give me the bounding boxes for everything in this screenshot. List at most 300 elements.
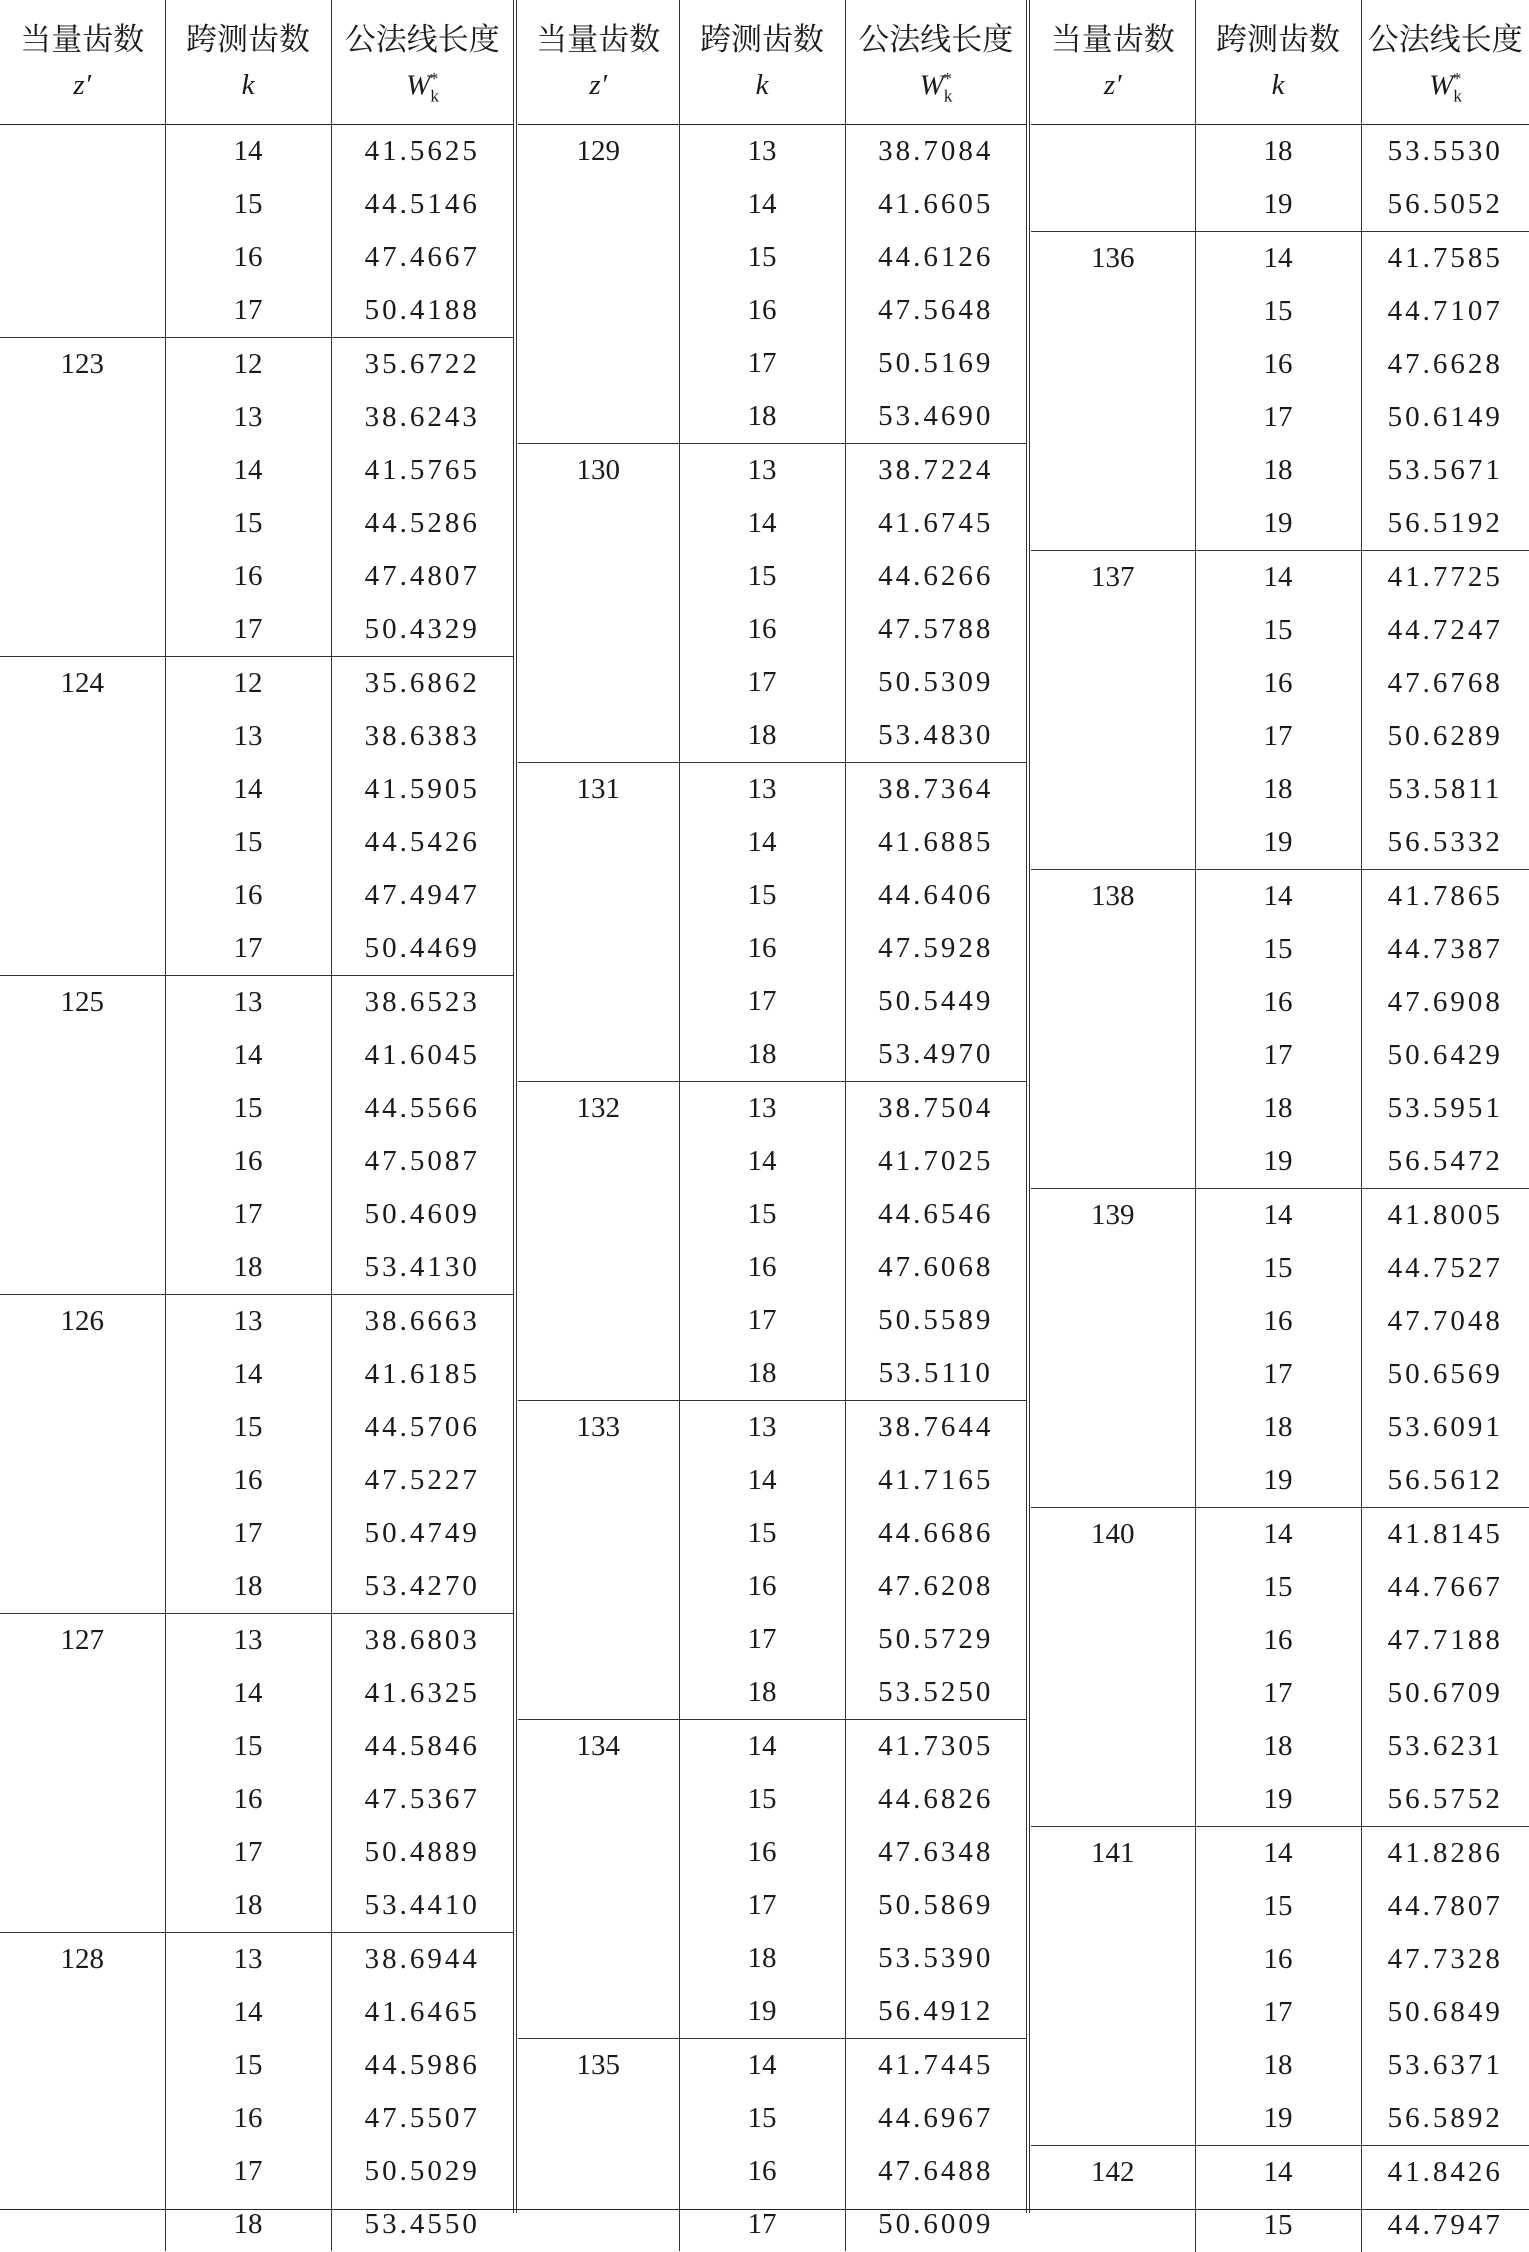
tangent-length-cell: 44.5566 xyxy=(331,1082,513,1135)
tangent-length-cell: 53.5951 xyxy=(1361,1082,1529,1135)
span-teeth-cell: 13 xyxy=(679,125,845,179)
span-teeth-cell: 19 xyxy=(1195,178,1361,232)
tangent-length-cell: 47.4807 xyxy=(331,550,513,603)
equivalent-teeth-cell: 127 xyxy=(0,1614,165,1933)
tangent-length-cell: 44.6826 xyxy=(845,1773,1026,1826)
tangent-length-cell: 53.5390 xyxy=(845,1932,1026,1985)
tangent-length-cell: 50.5589 xyxy=(845,1294,1026,1347)
tangent-length-cell: 56.4912 xyxy=(845,1985,1026,2039)
tangent-length-cell: 47.5227 xyxy=(331,1454,513,1507)
span-teeth-cell: 15 xyxy=(679,231,845,284)
tangent-length-cell: 41.7585 xyxy=(1361,232,1529,286)
symbol-w-subscript: k xyxy=(1453,86,1462,105)
equivalent-teeth-cell: 141 xyxy=(1031,1827,1195,2146)
tangent-length-cell: 56.5472 xyxy=(1361,1135,1529,1189)
tangent-length-cell: 44.7387 xyxy=(1361,923,1529,976)
tangent-length-cell: 50.4609 xyxy=(331,1188,513,1241)
tangent-length-cell: 47.6908 xyxy=(1361,976,1529,1029)
span-teeth-cell: 17 xyxy=(679,975,845,1028)
tangent-length-cell: 56.5052 xyxy=(1361,178,1529,232)
span-teeth-cell: 17 xyxy=(1195,391,1361,444)
tangent-length-cell: 44.5706 xyxy=(331,1401,513,1454)
tangent-length-cell: 44.6686 xyxy=(845,1507,1026,1560)
tangent-length-cell: 53.4830 xyxy=(845,709,1026,763)
span-teeth-cell: 16 xyxy=(679,922,845,975)
tangent-length-cell: 41.6885 xyxy=(845,816,1026,869)
span-teeth-cell: 19 xyxy=(679,1985,845,2039)
equivalent-teeth-cell: 126 xyxy=(0,1295,165,1614)
equivalent-teeth-cell: 142 xyxy=(1031,2146,1195,2252)
table-row xyxy=(518,125,1026,179)
span-teeth-cell: 15 xyxy=(679,1507,845,1560)
span-teeth-cell: 14 xyxy=(679,178,845,231)
span-teeth-cell: 14 xyxy=(679,497,845,550)
tangent-length-cell: 44.6967 xyxy=(845,2092,1026,2145)
span-teeth-cell: 17 xyxy=(679,337,845,390)
span-teeth-cell: 14 xyxy=(1195,232,1361,286)
tangent-length-cell: 38.6944 xyxy=(331,1933,513,1987)
tangent-length-cell: 41.6325 xyxy=(331,1667,513,1720)
span-teeth-cell: 14 xyxy=(1195,551,1361,605)
tangent-length-cell: 50.6009 xyxy=(845,2198,1026,2251)
table-row xyxy=(1031,1189,1529,1243)
tangent-length-cell: 50.4188 xyxy=(331,284,513,338)
tangent-length-cell: 53.5250 xyxy=(845,1666,1026,1720)
header-symbol-w xyxy=(331,63,513,125)
header-symbol-w xyxy=(1361,63,1529,125)
table-row xyxy=(518,1401,1026,1455)
tangent-length-cell: 44.5846 xyxy=(331,1720,513,1773)
tangent-length-cell: 44.5986 xyxy=(331,2039,513,2092)
header-equivalent-teeth: 当量齿数 xyxy=(518,0,679,63)
tangent-length-cell: 41.7025 xyxy=(845,1135,1026,1188)
table-row xyxy=(518,444,1026,498)
span-teeth-cell: 13 xyxy=(165,1933,331,1987)
tangent-length-cell: 44.7807 xyxy=(1361,1880,1529,1933)
span-teeth-cell: 14 xyxy=(165,1667,331,1720)
symbol-w-letter: W xyxy=(406,70,430,102)
span-teeth-cell: 17 xyxy=(679,2198,845,2251)
table-bottom-rule xyxy=(0,2209,1529,2210)
header-symbol-z: z′ xyxy=(1031,63,1195,125)
span-teeth-cell: 17 xyxy=(679,1613,845,1666)
span-teeth-cell: 14 xyxy=(1195,1189,1361,1243)
tangent-length-cell: 47.6068 xyxy=(845,1241,1026,1294)
tangent-length-cell: 47.6488 xyxy=(845,2145,1026,2198)
header-symbol-k: k xyxy=(1195,63,1361,125)
tangent-length-cell: 41.8005 xyxy=(1361,1189,1529,1243)
span-teeth-cell: 13 xyxy=(679,444,845,498)
span-teeth-cell: 12 xyxy=(165,657,331,711)
tangent-length-cell: 44.6266 xyxy=(845,550,1026,603)
span-teeth-cell: 15 xyxy=(679,2092,845,2145)
span-teeth-cell: 12 xyxy=(165,338,331,392)
span-teeth-cell: 16 xyxy=(165,231,331,284)
symbol-w-superscript: * xyxy=(943,69,952,88)
span-teeth-cell: 15 xyxy=(165,1720,331,1773)
tangent-length-cell: 50.5169 xyxy=(845,337,1026,390)
table-row xyxy=(0,338,513,392)
span-teeth-cell: 17 xyxy=(679,1879,845,1932)
span-teeth-cell: 19 xyxy=(1195,816,1361,870)
tangent-length-cell: 53.5811 xyxy=(1361,763,1529,816)
span-teeth-cell: 17 xyxy=(165,1507,331,1560)
symbol-w-superscript: * xyxy=(1453,69,1462,88)
span-teeth-cell: 13 xyxy=(165,976,331,1030)
tangent-length-cell: 41.6605 xyxy=(845,178,1026,231)
panel-divider xyxy=(513,0,517,2213)
span-teeth-cell: 16 xyxy=(1195,976,1361,1029)
span-teeth-cell: 19 xyxy=(1195,1135,1361,1189)
span-teeth-cell: 18 xyxy=(679,1932,845,1985)
tangent-length-cell: 50.6569 xyxy=(1361,1348,1529,1401)
gear-data-table xyxy=(0,0,513,2251)
header-symbol-k: k xyxy=(679,63,845,125)
span-teeth-cell: 15 xyxy=(165,497,331,550)
equivalent-teeth-cell xyxy=(0,125,165,338)
tangent-length-cell: 38.6803 xyxy=(331,1614,513,1668)
table-row xyxy=(1031,551,1529,605)
tangent-length-cell: 38.7644 xyxy=(845,1401,1026,1455)
tangent-length-cell: 47.7048 xyxy=(1361,1295,1529,1348)
span-teeth-cell: 15 xyxy=(679,550,845,603)
span-teeth-cell: 17 xyxy=(1195,1986,1361,2039)
tangent-length-cell: 44.6126 xyxy=(845,231,1026,284)
tangent-length-cell: 50.4469 xyxy=(331,922,513,976)
span-teeth-cell: 14 xyxy=(165,444,331,497)
equivalent-teeth-cell: 135 xyxy=(518,2039,679,2252)
span-teeth-cell: 16 xyxy=(1195,1614,1361,1667)
tangent-length-cell: 47.6208 xyxy=(845,1560,1026,1613)
table-panel-left xyxy=(0,0,513,2251)
equivalent-teeth-cell: 131 xyxy=(518,763,679,1082)
tangent-length-cell: 53.5110 xyxy=(845,1347,1026,1401)
tangent-length-cell: 47.6768 xyxy=(1361,657,1529,710)
tangent-length-cell: 50.6849 xyxy=(1361,1986,1529,2039)
tangent-length-cell: 56.5192 xyxy=(1361,497,1529,551)
header-span-teeth: 跨测齿数 xyxy=(1195,0,1361,63)
span-teeth-cell: 16 xyxy=(679,284,845,337)
span-teeth-cell: 16 xyxy=(1195,338,1361,391)
tangent-length-cell: 47.5648 xyxy=(845,284,1026,337)
equivalent-teeth-cell: 129 xyxy=(518,125,679,444)
equivalent-teeth-cell: 136 xyxy=(1031,232,1195,551)
tangent-length-cell: 47.4667 xyxy=(331,231,513,284)
tangent-length-cell: 53.6371 xyxy=(1361,2039,1529,2092)
span-teeth-cell: 16 xyxy=(679,1241,845,1294)
tangent-length-cell: 41.6745 xyxy=(845,497,1026,550)
span-teeth-cell: 15 xyxy=(1195,2199,1361,2252)
span-teeth-cell: 15 xyxy=(1195,923,1361,976)
tangent-length-cell: 47.7328 xyxy=(1361,1933,1529,1986)
span-teeth-cell: 18 xyxy=(165,1560,331,1614)
span-teeth-cell: 16 xyxy=(1195,1933,1361,1986)
tangent-length-cell: 50.4749 xyxy=(331,1507,513,1560)
header-base-tangent-length: 公法线长度 xyxy=(1361,0,1529,63)
span-teeth-cell: 18 xyxy=(679,1028,845,1082)
tangent-length-cell: 41.7445 xyxy=(845,2039,1026,2093)
tangent-length-cell: 47.5367 xyxy=(331,1773,513,1826)
tangent-length-cell: 38.7084 xyxy=(845,125,1026,179)
tangent-length-cell: 44.6406 xyxy=(845,869,1026,922)
span-teeth-cell: 18 xyxy=(165,1879,331,1933)
span-teeth-cell: 13 xyxy=(165,1295,331,1349)
symbol-w-subscript: k xyxy=(944,86,953,105)
tangent-length-cell: 53.4550 xyxy=(331,2198,513,2251)
span-teeth-cell: 14 xyxy=(1195,1827,1361,1881)
span-teeth-cell: 16 xyxy=(165,1454,331,1507)
span-teeth-cell: 13 xyxy=(165,710,331,763)
tangent-length-cell: 44.7107 xyxy=(1361,285,1529,338)
span-teeth-cell: 15 xyxy=(165,2039,331,2092)
tangent-length-cell: 44.7527 xyxy=(1361,1242,1529,1295)
span-teeth-cell: 15 xyxy=(165,1082,331,1135)
table-row xyxy=(518,1082,1026,1136)
tangent-length-cell: 35.6722 xyxy=(331,338,513,392)
tangent-length-cell: 50.5309 xyxy=(845,656,1026,709)
span-teeth-cell: 17 xyxy=(1195,1348,1361,1401)
span-teeth-cell: 15 xyxy=(165,1401,331,1454)
span-teeth-cell: 18 xyxy=(1195,763,1361,816)
tangent-length-cell: 41.7165 xyxy=(845,1454,1026,1507)
tangent-length-cell: 50.6429 xyxy=(1361,1029,1529,1082)
table-row xyxy=(1031,870,1529,924)
header-symbol-z: z′ xyxy=(518,63,679,125)
span-teeth-cell: 14 xyxy=(165,1986,331,2039)
table-row xyxy=(1031,125,1529,179)
span-teeth-cell: 17 xyxy=(1195,1667,1361,1720)
span-teeth-cell: 18 xyxy=(1195,444,1361,497)
span-teeth-cell: 13 xyxy=(679,1082,845,1136)
table-row xyxy=(1031,232,1529,286)
span-teeth-cell: 16 xyxy=(165,1773,331,1826)
span-teeth-cell: 14 xyxy=(1195,2146,1361,2200)
table-row xyxy=(0,1614,513,1668)
symbol-w-letter: W xyxy=(920,70,944,102)
span-teeth-cell: 13 xyxy=(165,1614,331,1668)
equivalent-teeth-cell: 138 xyxy=(1031,870,1195,1189)
tangent-length-cell: 50.5869 xyxy=(845,1879,1026,1932)
span-teeth-cell: 16 xyxy=(165,1135,331,1188)
tangent-length-cell: 44.6546 xyxy=(845,1188,1026,1241)
equivalent-teeth-cell: 124 xyxy=(0,657,165,976)
tangent-length-cell: 50.5729 xyxy=(845,1613,1026,1666)
span-teeth-cell: 18 xyxy=(679,1347,845,1401)
header-symbol-w xyxy=(845,63,1026,125)
tangent-length-cell: 56.5892 xyxy=(1361,2092,1529,2146)
tangent-length-cell: 53.5671 xyxy=(1361,444,1529,497)
equivalent-teeth-cell: 132 xyxy=(518,1082,679,1401)
tangent-length-cell: 38.6383 xyxy=(331,710,513,763)
header-symbol-z: z′ xyxy=(0,63,165,125)
span-teeth-cell: 18 xyxy=(1195,1082,1361,1135)
span-teeth-cell: 13 xyxy=(679,1401,845,1455)
header-base-tangent-length: 公法线长度 xyxy=(845,0,1026,63)
span-teeth-cell: 16 xyxy=(679,1826,845,1879)
tangent-length-cell: 44.7247 xyxy=(1361,604,1529,657)
tangent-length-cell: 47.5507 xyxy=(331,2092,513,2145)
span-teeth-cell: 16 xyxy=(165,869,331,922)
tangent-length-cell: 50.5449 xyxy=(845,975,1026,1028)
table-row xyxy=(518,763,1026,817)
equivalent-teeth-cell xyxy=(1031,125,1195,232)
symbol-w-superscript: * xyxy=(430,69,439,88)
span-teeth-cell: 15 xyxy=(679,1188,845,1241)
tangent-length-cell: 38.6663 xyxy=(331,1295,513,1349)
span-teeth-cell: 16 xyxy=(165,2092,331,2145)
span-teeth-cell: 15 xyxy=(1195,1242,1361,1295)
span-teeth-cell: 18 xyxy=(165,1241,331,1295)
equivalent-teeth-cell: 130 xyxy=(518,444,679,763)
span-teeth-cell: 16 xyxy=(679,603,845,656)
span-teeth-cell: 15 xyxy=(1195,604,1361,657)
span-teeth-cell: 14 xyxy=(165,125,331,179)
span-teeth-cell: 13 xyxy=(679,763,845,817)
tangent-length-cell: 53.6231 xyxy=(1361,1720,1529,1773)
tangent-length-cell: 38.7224 xyxy=(845,444,1026,498)
span-teeth-cell: 18 xyxy=(1195,1720,1361,1773)
header-span-teeth: 跨测齿数 xyxy=(165,0,331,63)
tangent-length-cell: 53.4130 xyxy=(331,1241,513,1295)
tangent-length-cell: 41.5625 xyxy=(331,125,513,179)
tangent-length-cell: 44.5426 xyxy=(331,816,513,869)
span-teeth-cell: 17 xyxy=(679,1294,845,1347)
gear-data-table xyxy=(1031,0,1529,2252)
tangent-length-cell: 53.4970 xyxy=(845,1028,1026,1082)
table-row xyxy=(0,657,513,711)
tangent-length-cell: 47.6628 xyxy=(1361,338,1529,391)
tangent-length-cell: 41.5905 xyxy=(331,763,513,816)
tangent-length-cell: 41.6045 xyxy=(331,1029,513,1082)
panel-divider xyxy=(1026,0,1030,2213)
tangent-length-cell: 41.8145 xyxy=(1361,1508,1529,1562)
span-teeth-cell: 14 xyxy=(679,816,845,869)
tangent-length-cell: 44.5146 xyxy=(331,178,513,231)
tangent-length-cell: 47.7188 xyxy=(1361,1614,1529,1667)
span-teeth-cell: 19 xyxy=(1195,2092,1361,2146)
tangent-length-cell: 56.5752 xyxy=(1361,1773,1529,1827)
span-teeth-cell: 18 xyxy=(1195,125,1361,179)
span-teeth-cell: 18 xyxy=(679,709,845,763)
span-teeth-cell: 14 xyxy=(165,1029,331,1082)
header-base-tangent-length: 公法线长度 xyxy=(331,0,513,63)
span-teeth-cell: 15 xyxy=(165,816,331,869)
tangent-length-cell: 41.7305 xyxy=(845,1720,1026,1774)
span-teeth-cell: 15 xyxy=(1195,285,1361,338)
span-teeth-cell: 17 xyxy=(165,284,331,338)
span-teeth-cell: 14 xyxy=(679,2039,845,2093)
table-row xyxy=(518,2039,1026,2093)
span-teeth-cell: 17 xyxy=(165,1826,331,1879)
tangent-length-cell: 41.6185 xyxy=(331,1348,513,1401)
tangent-length-cell: 53.4410 xyxy=(331,1879,513,1933)
span-teeth-cell: 14 xyxy=(679,1454,845,1507)
span-teeth-cell: 15 xyxy=(1195,1561,1361,1614)
tangent-length-cell: 53.4690 xyxy=(845,390,1026,444)
span-teeth-cell: 17 xyxy=(1195,710,1361,763)
equivalent-teeth-cell: 128 xyxy=(0,1933,165,2252)
tangent-length-cell: 56.5612 xyxy=(1361,1454,1529,1508)
span-teeth-cell: 17 xyxy=(679,656,845,709)
span-teeth-cell: 17 xyxy=(1195,1029,1361,1082)
table-row xyxy=(0,1933,513,1987)
tangent-length-cell: 53.4270 xyxy=(331,1560,513,1614)
span-teeth-cell: 16 xyxy=(679,1560,845,1613)
tangent-length-cell: 38.7364 xyxy=(845,763,1026,817)
tangent-length-cell: 53.5530 xyxy=(1361,125,1529,179)
tangent-length-cell: 41.8426 xyxy=(1361,2146,1529,2200)
table-row xyxy=(1031,1508,1529,1562)
tangent-length-cell: 44.7667 xyxy=(1361,1561,1529,1614)
symbol-w-subscript: k xyxy=(430,86,439,105)
table-panel-right xyxy=(1031,0,1529,2252)
tangent-length-cell: 50.4329 xyxy=(331,603,513,657)
tangent-length-cell: 41.7865 xyxy=(1361,870,1529,924)
tangent-length-cell: 41.8286 xyxy=(1361,1827,1529,1881)
tangent-length-cell: 35.6862 xyxy=(331,657,513,711)
tangent-length-cell: 50.6709 xyxy=(1361,1667,1529,1720)
table-row xyxy=(0,1295,513,1349)
tangent-length-cell: 41.6465 xyxy=(331,1986,513,2039)
tangent-length-cell: 50.4889 xyxy=(331,1826,513,1879)
equivalent-teeth-cell: 133 xyxy=(518,1401,679,1720)
span-teeth-cell: 15 xyxy=(1195,1880,1361,1933)
span-teeth-cell: 18 xyxy=(165,2198,331,2251)
tangent-length-cell: 56.5332 xyxy=(1361,816,1529,870)
equivalent-teeth-cell: 137 xyxy=(1031,551,1195,870)
tangent-length-cell: 53.6091 xyxy=(1361,1401,1529,1454)
span-teeth-cell: 14 xyxy=(165,763,331,816)
header-symbol-k: k xyxy=(165,63,331,125)
equivalent-teeth-cell: 123 xyxy=(0,338,165,657)
span-teeth-cell: 16 xyxy=(1195,657,1361,710)
table-row xyxy=(1031,1827,1529,1881)
header-span-teeth: 跨测齿数 xyxy=(679,0,845,63)
tangent-length-cell: 44.7947 xyxy=(1361,2199,1529,2252)
span-teeth-cell: 17 xyxy=(165,603,331,657)
equivalent-teeth-cell: 139 xyxy=(1031,1189,1195,1508)
equivalent-teeth-cell: 134 xyxy=(518,1720,679,2039)
span-teeth-cell: 15 xyxy=(679,1773,845,1826)
span-teeth-cell: 19 xyxy=(1195,1773,1361,1827)
span-teeth-cell: 17 xyxy=(165,2145,331,2198)
span-teeth-cell: 17 xyxy=(165,922,331,976)
equivalent-teeth-cell: 140 xyxy=(1031,1508,1195,1827)
tangent-length-cell: 41.5765 xyxy=(331,444,513,497)
table-row xyxy=(0,125,513,179)
span-teeth-cell: 18 xyxy=(679,390,845,444)
header-equivalent-teeth: 当量齿数 xyxy=(1031,0,1195,63)
span-teeth-cell: 18 xyxy=(1195,2039,1361,2092)
symbol-w-letter: W xyxy=(1429,70,1453,102)
span-teeth-cell: 15 xyxy=(679,869,845,922)
span-teeth-cell: 17 xyxy=(165,1188,331,1241)
span-teeth-cell: 16 xyxy=(679,2145,845,2198)
span-teeth-cell: 13 xyxy=(165,391,331,444)
span-teeth-cell: 16 xyxy=(165,550,331,603)
span-teeth-cell: 16 xyxy=(1195,1295,1361,1348)
tangent-length-cell: 47.5087 xyxy=(331,1135,513,1188)
equivalent-teeth-cell: 125 xyxy=(0,976,165,1295)
tangent-length-cell: 50.5029 xyxy=(331,2145,513,2198)
span-teeth-cell: 14 xyxy=(679,1720,845,1774)
table-panel-middle xyxy=(518,0,1026,2251)
span-teeth-cell: 19 xyxy=(1195,497,1361,551)
span-teeth-cell: 14 xyxy=(1195,870,1361,924)
table-row xyxy=(0,976,513,1030)
tangent-length-cell: 50.6289 xyxy=(1361,710,1529,763)
tangent-length-cell: 38.6523 xyxy=(331,976,513,1030)
